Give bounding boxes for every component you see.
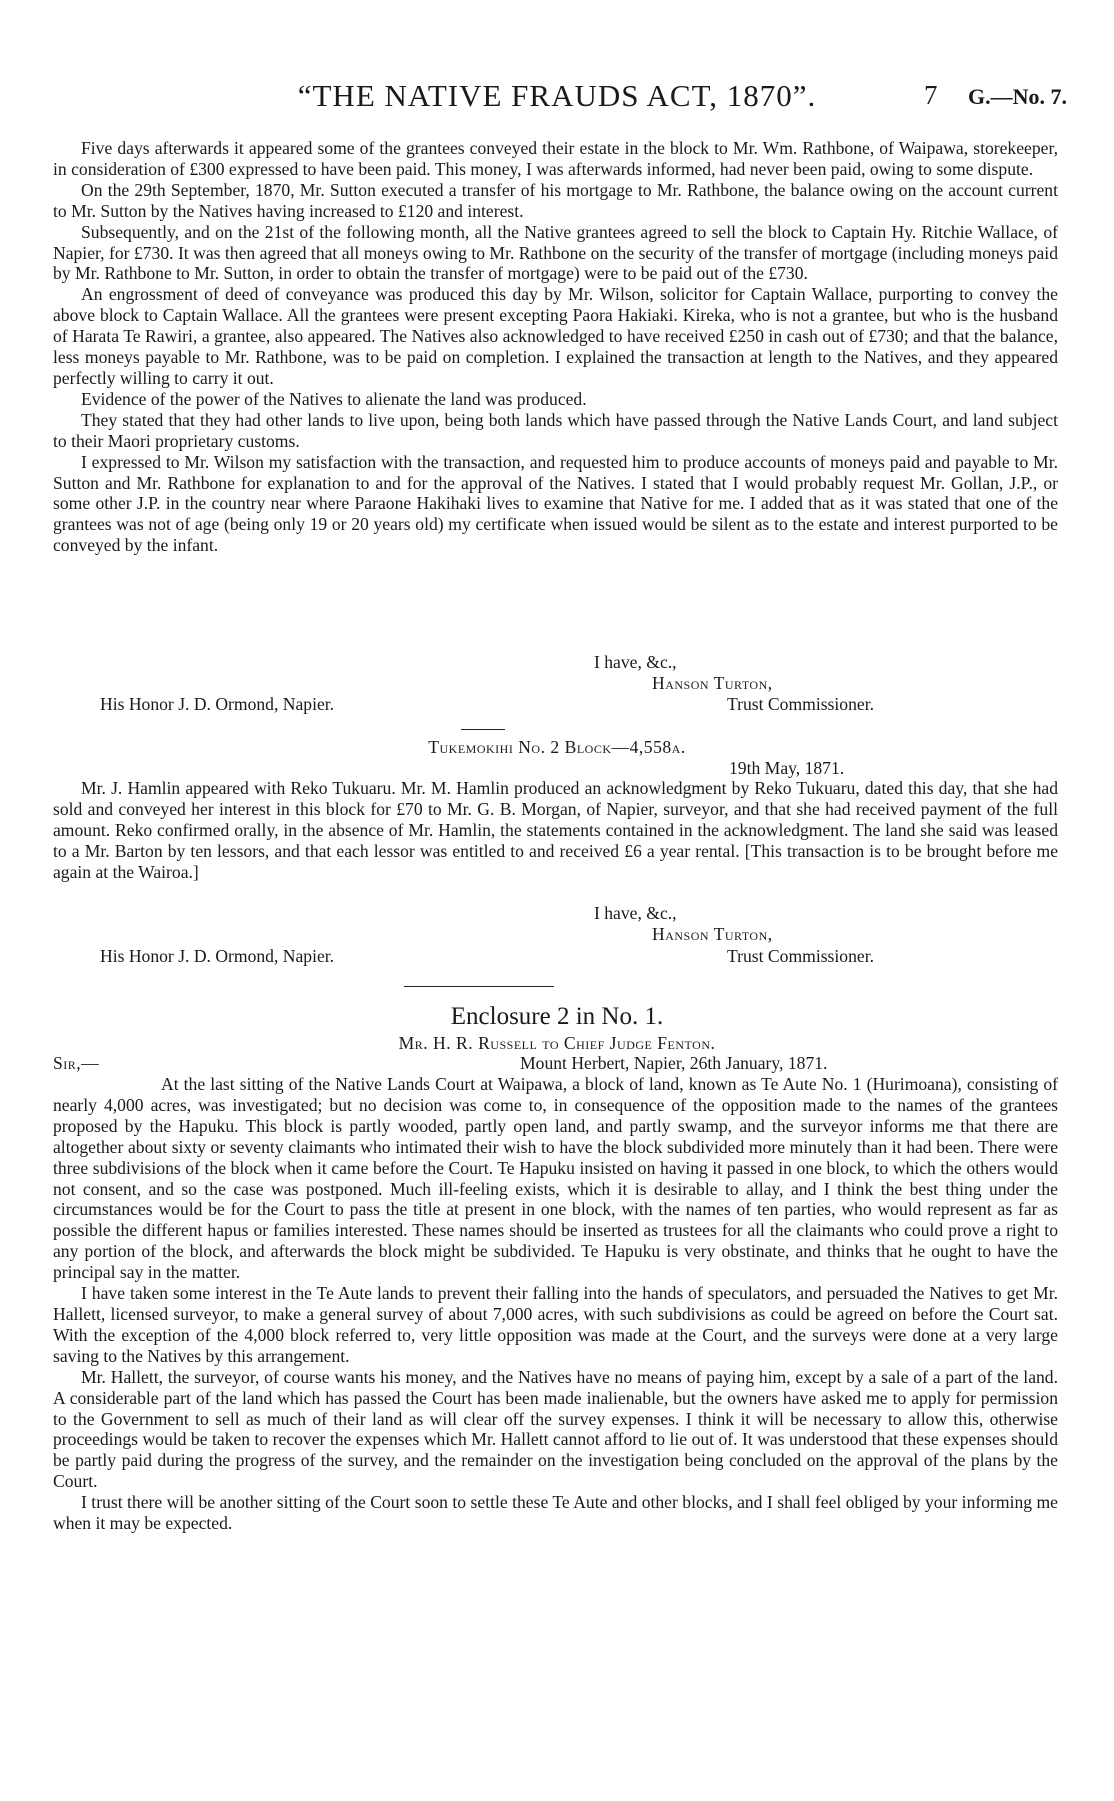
- paragraph: Subsequently, and on the 21st of the following month, all the Native grantees agreed to sell the block to Captain Hy. Ritchie Wallace, of Napier, for £730. It was then agreed that all moneys owing to Mr. Rathbone on the security of the transfer of mortgage (including moneys paid by Mr. Rathbone to Mr. Sutton, in order to obtain the transfer of mortgage) were to be paid out of the £730.: [53, 221, 1058, 284]
- letter2-date: 19th May, 1871.: [729, 758, 845, 778]
- section-divider: [404, 986, 554, 987]
- paragraph: Mr. J. Hamlin appeared with Reko Tukuaru. Mr. M. Hamlin produced an acknowledgment by Reko Tukuaru, dated this day, that she had sold and conveyed her interest in this block for £70 to Mr. G. B. Morgan, of Napier, surveyor, and that she had received payment of the full amount. Reko confirmed orally, in the absence of Mr. Hamlin, the statements contained in the acknowledgment. The land she said was leased to a Mr. Barton by ten lessors, and that each lessor was entitled to and received £6 a year rental. [This transaction is to be brought before me again at the Wairoa.]: [53, 778, 1058, 882]
- paragraph: They stated that they had other lands to live upon, being both lands which have passed through the Native Lands Court, and land subject to their Maori proprietary customs.: [53, 409, 1058, 451]
- paragraph: An engrossment of deed of conveyance was produced this day by Mr. Wilson, solicitor for Captain Wallace, purporting to convey the above block to Captain Wallace. All the grantees were present excepting Paora Hakiaki. Kireka, who is not a grantee, but who is the husband of Harata Te Rawiri, a grantee, also appeared. The Natives also acknowledged to have received £250 in cash out of £730; and that the balance, less moneys payable to Mr. Rathbone, was to be paid on completion. I explained the transaction at length to the Natives, and they appeared perfectly willing to carry it out.: [53, 284, 1058, 388]
- letter2-heading: Tukemokihi No. 2 Block—4,558a.: [428, 737, 686, 757]
- document-reference: G.—No. 7.: [968, 84, 1067, 109]
- paragraph: At the last sitting of the Native Lands Court at Waipawa, a block of land, known as Te Aute No. 1 (Hurimoana), consisting of nearly 4,000 acres, was investigated; but no decision was come to, in consequence of the opposition made to the names of the grantees proposed by the Hapuku. This block is partly wooded, partly open land, and partly swamp, and the surveyor informs me that there are altogether about sixty or seventy claimants who intimated their wish to have the block subdivided more minutely than it had been. There were three subdivisions of the block when it came before the Court. Te Hapuku insisted on having it passed in one block, to which the others would not consent, and so the case was postponed. Much ill-feeling exists, which it is desirable to allay, and I think the best thing under the circumstances would be for the Court to pass the title at present in one block, with the names of ten parties, who would represent as far as possible the different hapus or families interested. These names should be inserted as trustees for all the claimants who could prove a right to any portion of the block, and afterwards the block might be subdivided. Te Hapuku is very obstinate, and thinks that he ought to have the principal say in the matter.: [53, 1074, 1058, 1283]
- enclosure-title: Enclosure 2 in No. 1.: [450, 1003, 664, 1030]
- page-number: 7: [924, 80, 938, 110]
- paragraph: I trust there will be another sitting of the Court soon to settle these Te Aute and other blocks, and I shall feel obliged by your informing me when it may be expected.: [53, 1492, 1058, 1534]
- paragraph: I expressed to Mr. Wilson my satisfaction with the transaction, and requested him to produce accounts of moneys paid and payable to Mr. Sutton and Mr. Rathbone for explanation to and for the approval of the Natives. I stated that I would probably request Mr. Gollan, J.P., or some other J.P. in the country near where Paraone Hakihaki lives to examine that Native for me. I added that as it was stated that one of the grantees was not of age (being only 19 or 20 years old) my certificate when issued would be silent as to the estate and interest purported to be conveyed by the infant.: [53, 451, 1058, 556]
- paragraph: On the 29th September, 1870, Mr. Sutton executed a transfer of his mortgage to Mr. Rathbone, the balance owing on the account current to Mr. Sutton by the Natives having increased to £120 and interest.: [53, 179, 1058, 221]
- section-divider: [461, 729, 505, 730]
- letter1-closing: I have, &c.,: [594, 652, 677, 672]
- paragraph: I have taken some interest in the Te Aute lands to prevent their falling into the hands of speculators, and persuaded the Natives to get Mr. Hallett, licensed surveyor, to make a general survey of about 7,000 acres, with such subdivisions as could be agreed on before the Court sat. With the exception of the 4,000 block referred to, very little opposition was made at the Court, and the surveys were done at a very large saving to the Natives by this arrangement.: [53, 1283, 1058, 1366]
- paragraph: Evidence of the power of the Natives to alienate the land was produced.: [81, 388, 587, 409]
- letter2-body: [53, 778, 1058, 883]
- enclosure-salutation: Sir,—: [53, 1053, 100, 1073]
- letter1-addressee: His Honor J. D. Ormond, Napier.: [100, 694, 335, 714]
- enclosure-body: [53, 1074, 1058, 1534]
- page-title: “THE NATIVE FRAUDS ACT, 1870”.: [297, 78, 817, 113]
- letter2-signatory-title: Trust Commissioner.: [727, 946, 874, 966]
- paragraph: Five days afterwards it appeared some of the grantees conveyed their estate in the block to Mr. Wm. Rathbone, of Waipawa, storekeeper, in consideration of £300 expressed to have been paid. This money, I was afterwards informed, had never been paid, owing to some dispute.: [53, 138, 1058, 179]
- enclosure-from-to: Mr. H. R. Russell to Chief Judge Fenton.: [398, 1033, 716, 1053]
- letter2-closing: I have, &c.,: [594, 903, 677, 923]
- letter1-signatory: Hanson Turton,: [652, 673, 773, 693]
- enclosure-dateline: Mount Herbert, Napier, 26th January, 1871.: [520, 1053, 828, 1073]
- letter2-signatory: Hanson Turton,: [652, 924, 773, 944]
- letter2-addressee: His Honor J. D. Ormond, Napier.: [100, 946, 335, 966]
- letter1-body: [53, 138, 1058, 556]
- paragraph: Mr. Hallett, the surveyor, of course wants his money, and the Natives have no means of paying him, except by a sale of a part of the land. A considerable part of the land which has passed the Court has been made inalienable, but the owners have asked me to apply for permission to the Government to sell as much of their land as will clear off the survey expenses. I think it will be necessary to allow this, otherwise proceedings would be taken to recover the expenses which Mr. Hallett cannot afford to lie out of. It was understood that these expenses should be partly paid during the progress of the survey, and the remainder on the investigation being concluded on the approval of the plans by the Court.: [53, 1366, 1058, 1492]
- letter1-signatory-title: Trust Commissioner.: [727, 694, 874, 714]
